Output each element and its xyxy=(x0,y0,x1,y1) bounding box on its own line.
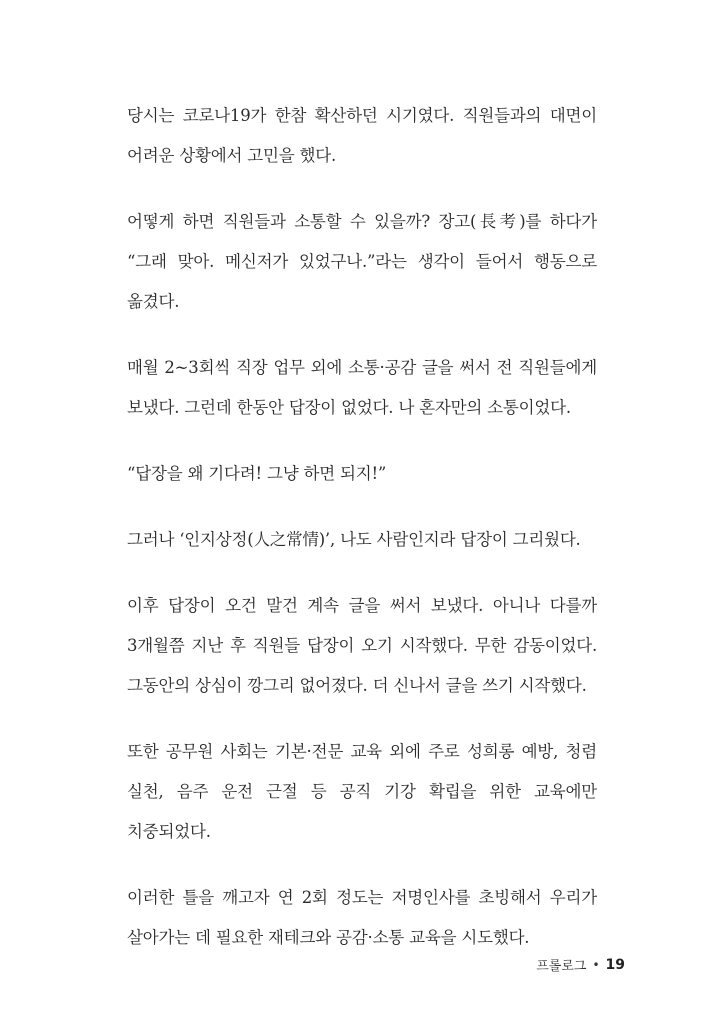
paragraph: 매월 2~3회씩 직장 업무 외에 소통·공감 글을 써서 전 직원들에게 보냈다. 그런데 한동안 답장이 없었다. 나 혼자만의 소통이었다. xyxy=(127,358,597,417)
paragraph: 이러한 틀을 깨고자 연 2회 정도는 저명인사를 초빙해서 우리가 살아가는 데 필요한 재테크와 공감·소통 교육을 시도했다. xyxy=(127,888,597,947)
section-title: 프롤로그 xyxy=(536,959,587,974)
paragraph: “답장을 왜 기다려! 그냥 하면 되지!” xyxy=(127,464,387,483)
paragraph: 당시는 코로나19가 한참 확산하던 시기였다. 직원들과의 대면이 어려운 상황에서 고민을 했다. xyxy=(127,106,597,165)
page-footer xyxy=(536,955,625,974)
body-text xyxy=(127,96,600,984)
footer-separator: • xyxy=(592,957,600,972)
paragraph: 또한 공무원 사회는 기본·전문 교육 외에 주로 성희롱 예방, 청렴 실천, 음주 운전 근절 등 공직 기강 확립을 위한 교육에만 치중되었다. xyxy=(127,742,597,841)
paragraph: 어떻게 하면 직원들과 소통할 수 있을까? 장고(長考)를 하다가 “그래 맞아. 메신저가 있었구나.”라는 생각이 들어서 행동으로 옮겼다. xyxy=(127,212,597,311)
paragraph: 이후 답장이 오건 말건 계속 글을 써서 보냈다. 아니나 다를까 3개월쯤 지난 후 직원들 답장이 오기 시작했다. 무한 감동이었다. 그동안의 상심이 깡그리 없어졌다. 더 신나서 글을 쓰기 시작했다. xyxy=(127,596,597,695)
page-number: 19 xyxy=(605,956,625,973)
paragraph: 그러나 ‘인지상정(人之常情)’, 나도 사람인지라 답장이 그리웠다. xyxy=(127,530,581,549)
